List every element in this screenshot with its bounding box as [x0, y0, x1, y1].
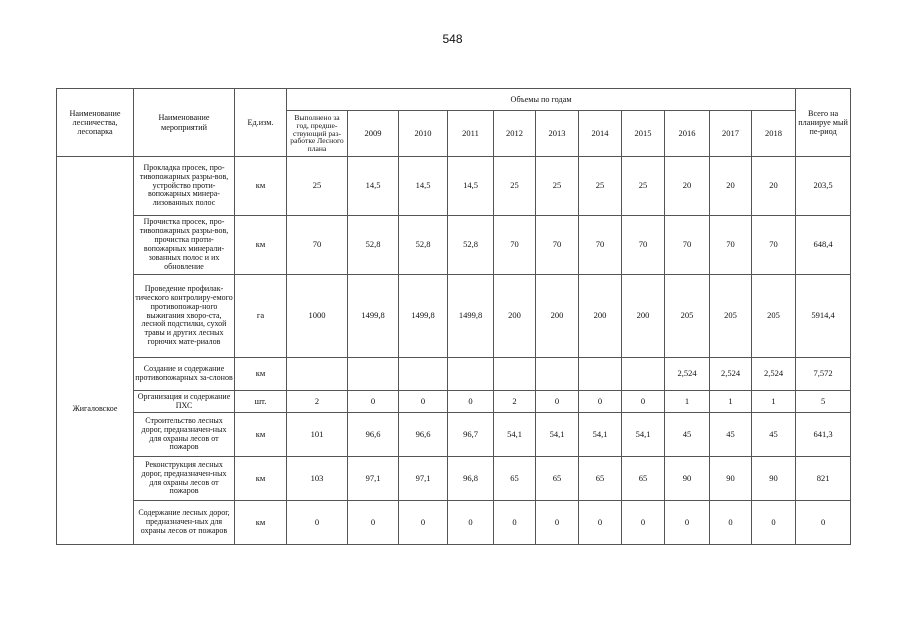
header-prev-year: Выполнено за год, предше-ствующий раз-работке Лесного плана	[287, 111, 348, 157]
unit-cell: км	[235, 157, 287, 216]
prev-year-value: 103	[287, 457, 348, 501]
year-value-cell: 0	[710, 501, 752, 545]
year-value-cell: 2,524	[710, 358, 752, 391]
year-value-cell: 0	[399, 501, 448, 545]
year-value-cell: 90	[665, 457, 710, 501]
header-total: Всего на планируе мый пе-риод	[796, 89, 851, 157]
prev-year-value: 101	[287, 413, 348, 457]
year-value-cell: 70	[710, 216, 752, 275]
total-cell: 641,3	[796, 413, 851, 457]
table-row	[57, 216, 851, 275]
year-value-cell: 20	[665, 157, 710, 216]
forestry-name: Жигаловское	[57, 157, 134, 545]
year-value-cell: 25	[536, 157, 579, 216]
year-value-cell	[579, 358, 622, 391]
year-value-cell: 0	[448, 501, 494, 545]
year-value-cell: 1499,8	[399, 275, 448, 358]
year-value-cell: 70	[494, 216, 536, 275]
year-value-cell: 45	[665, 413, 710, 457]
unit-cell: км	[235, 358, 287, 391]
year-value-cell: 0	[536, 391, 579, 413]
year-value-cell: 0	[579, 501, 622, 545]
unit-cell: км	[235, 216, 287, 275]
year-value-cell: 52,8	[348, 216, 399, 275]
measure-name: Реконструкция лесных дорог, предназначен-ных для охраны лесов от пожаров	[134, 457, 235, 501]
header-year-2012: 2012	[494, 111, 536, 157]
year-value-cell: 25	[494, 157, 536, 216]
header-year-2011: 2011	[448, 111, 494, 157]
year-value-cell: 96,6	[399, 413, 448, 457]
table-row	[57, 413, 851, 457]
year-value-cell: 52,8	[448, 216, 494, 275]
year-value-cell: 1499,8	[448, 275, 494, 358]
year-value-cell: 96,6	[348, 413, 399, 457]
year-value-cell: 0	[399, 391, 448, 413]
year-value-cell: 97,1	[348, 457, 399, 501]
unit-cell: га	[235, 275, 287, 358]
measure-name: Прочистка просек, про-тивопожарных разры-вов, прочистка проти-вопожарных минерали-зованных полос и их обновление	[134, 216, 235, 275]
year-value-cell: 54,1	[579, 413, 622, 457]
year-value-cell: 1	[710, 391, 752, 413]
year-value-cell: 1	[752, 391, 796, 413]
measure-name: Содержание лесных дорог, предназначен-ных для охраны лесов от пожаров	[134, 501, 235, 545]
year-value-cell: 96,8	[448, 457, 494, 501]
year-value-cell: 54,1	[536, 413, 579, 457]
unit-cell: км	[235, 457, 287, 501]
header-unit: Ед.изм.	[235, 89, 287, 157]
measure-name: Проведение профилак-тического контролиру-емого противопожар-ного выжигания хворо-ста, лесной подстилки, сухой травы и других лесных горючих мате-риалов	[134, 275, 235, 358]
year-value-cell	[399, 358, 448, 391]
year-value-cell: 0	[622, 391, 665, 413]
header-year-2017: 2017	[710, 111, 752, 157]
year-value-cell: 20	[710, 157, 752, 216]
year-value-cell: 205	[752, 275, 796, 358]
year-value-cell	[448, 358, 494, 391]
table-row	[57, 501, 851, 545]
header-measure: Наименование мероприятий	[134, 89, 235, 157]
unit-cell: км	[235, 413, 287, 457]
measure-name: Организация и содержание ПХС	[134, 391, 235, 413]
prev-year-value: 25	[287, 157, 348, 216]
year-value-cell: 70	[665, 216, 710, 275]
year-value-cell: 45	[710, 413, 752, 457]
header-year-2016: 2016	[665, 111, 710, 157]
prev-year-value: 1000	[287, 275, 348, 358]
year-value-cell: 0	[494, 501, 536, 545]
year-value-cell: 52,8	[399, 216, 448, 275]
year-value-cell: 200	[622, 275, 665, 358]
year-value-cell: 14,5	[448, 157, 494, 216]
total-cell: 5914,4	[796, 275, 851, 358]
year-value-cell: 65	[622, 457, 665, 501]
year-value-cell: 2,524	[752, 358, 796, 391]
year-value-cell: 0	[622, 501, 665, 545]
year-value-cell: 0	[752, 501, 796, 545]
table-row	[57, 457, 851, 501]
year-value-cell: 65	[579, 457, 622, 501]
year-value-cell: 20	[752, 157, 796, 216]
year-value-cell: 65	[536, 457, 579, 501]
total-cell: 821	[796, 457, 851, 501]
fire-prevention-plan-table	[56, 88, 851, 545]
header-volumes-by-year: Объемы по годам	[287, 89, 796, 111]
year-value-cell: 90	[752, 457, 796, 501]
year-value-cell: 205	[710, 275, 752, 358]
year-value-cell: 25	[622, 157, 665, 216]
table-row	[57, 358, 851, 391]
year-value-cell: 25	[579, 157, 622, 216]
total-cell: 0	[796, 501, 851, 545]
year-value-cell: 70	[536, 216, 579, 275]
year-value-cell: 0	[348, 501, 399, 545]
year-value-cell: 54,1	[494, 413, 536, 457]
year-value-cell: 70	[622, 216, 665, 275]
year-value-cell: 1499,8	[348, 275, 399, 358]
year-value-cell: 65	[494, 457, 536, 501]
year-value-cell	[536, 358, 579, 391]
header-forestry: Наименование лесничества, лесопарка	[57, 89, 134, 157]
year-value-cell: 14,5	[399, 157, 448, 216]
year-value-cell: 0	[348, 391, 399, 413]
year-value-cell: 0	[536, 501, 579, 545]
table-row	[57, 391, 851, 413]
year-value-cell	[348, 358, 399, 391]
year-value-cell: 0	[579, 391, 622, 413]
total-cell: 203,5	[796, 157, 851, 216]
prev-year-value: 70	[287, 216, 348, 275]
year-value-cell: 2	[494, 391, 536, 413]
prev-year-value	[287, 358, 348, 391]
prev-year-value: 0	[287, 501, 348, 545]
unit-cell: шт.	[235, 391, 287, 413]
year-value-cell: 45	[752, 413, 796, 457]
measure-name: Строительство лесных дорог, предназначен-ных для охраны лесов от пожаров	[134, 413, 235, 457]
year-value-cell: 54,1	[622, 413, 665, 457]
prev-year-value: 2	[287, 391, 348, 413]
total-cell: 648,4	[796, 216, 851, 275]
measure-name: Прокладка просек, про-тивопожарных разры-вов, устройство проти-вопожарных минера-лизованных полос	[134, 157, 235, 216]
year-value-cell: 200	[494, 275, 536, 358]
year-value-cell: 96,7	[448, 413, 494, 457]
header-year-2018: 2018	[752, 111, 796, 157]
year-value-cell: 200	[536, 275, 579, 358]
header-year-2013: 2013	[536, 111, 579, 157]
header-year-2009: 2009	[348, 111, 399, 157]
year-value-cell	[622, 358, 665, 391]
year-value-cell: 97,1	[399, 457, 448, 501]
year-value-cell: 2,524	[665, 358, 710, 391]
table-row	[57, 157, 851, 216]
year-value-cell: 200	[579, 275, 622, 358]
measure-name: Создание и содержание противопожарных за-слонов	[134, 358, 235, 391]
year-value-cell: 90	[710, 457, 752, 501]
total-cell: 7,572	[796, 358, 851, 391]
header-row	[57, 89, 851, 111]
header-year-2014: 2014	[579, 111, 622, 157]
year-value-cell: 0	[665, 501, 710, 545]
header-year-2010: 2010	[399, 111, 448, 157]
year-value-cell: 205	[665, 275, 710, 358]
page-number: 548	[442, 32, 463, 46]
total-cell: 5	[796, 391, 851, 413]
year-value-cell	[494, 358, 536, 391]
year-value-cell: 70	[579, 216, 622, 275]
table-row	[57, 275, 851, 358]
year-value-cell: 70	[752, 216, 796, 275]
year-value-cell: 14,5	[348, 157, 399, 216]
year-value-cell: 0	[448, 391, 494, 413]
header-year-2015: 2015	[622, 111, 665, 157]
unit-cell: км	[235, 501, 287, 545]
year-value-cell: 1	[665, 391, 710, 413]
